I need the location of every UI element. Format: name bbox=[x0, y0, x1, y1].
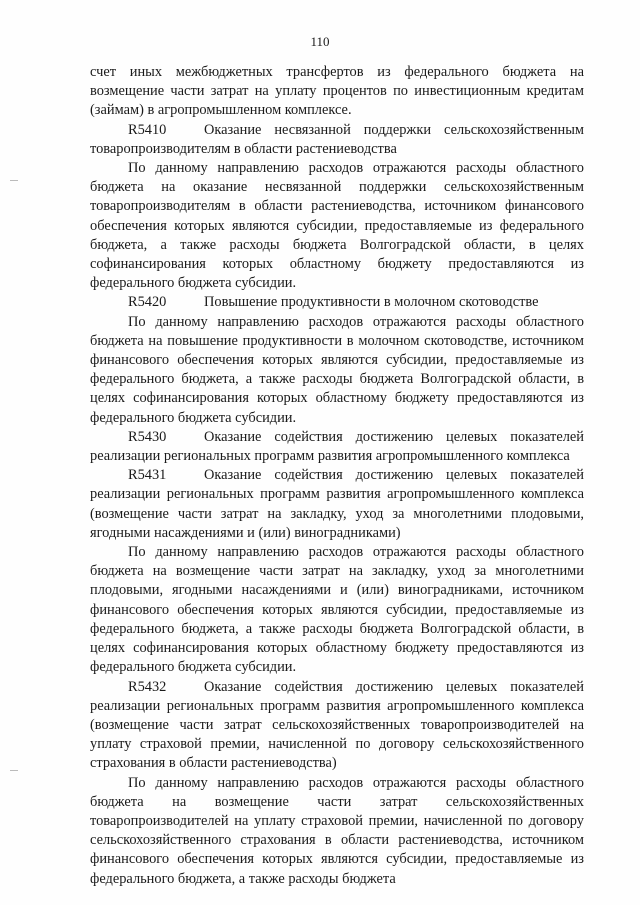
body-paragraph: счет иных межбюджетных трансфертов из федерального бюджета на возмещение части затрат на уплату процентов по инвестиционным кредитам (займам) в агропромышленном комплексе. bbox=[90, 64, 584, 119]
body-paragraph: По данному направлению расходов отражаются расходы областного бюджета на возмещение части затрат сельскохозяйственных товаропроизводителей на уплату страховой премии, начисленной по договору сельскохозяйственного страхования в области растениеводства, источником финансового обеспечения которых являются субсидии, предоставляемые из федерального бюджета, а также расходы бюджета bbox=[90, 774, 584, 887]
section-code: R5430 bbox=[128, 428, 167, 445]
section-title: Оказание содействия достижению целевых показателей реализации региональных программ развития агропромышленного комплекса (возмещение части затрат на закладку, уход за многолетними плодовыми, ягодными насаждениями и (или) виноградниками) bbox=[90, 467, 584, 541]
section-code: R5431 bbox=[128, 467, 167, 484]
body-paragraph: По данному направлению расходов отражаются расходы областного бюджета на повышение продуктивности в молочном скотоводстве, источником финансового обеспечения которых являются субсидии, предоставляемые из федерального бюджета, а также расходы бюджета Волгоградской области, в целях софинансирования которых областному бюджету предоставляются из федерального бюджета субсидии. bbox=[90, 313, 584, 426]
section-heading bbox=[90, 428, 584, 466]
body-paragraph: По данному направлению расходов отражаются расходы областного бюджета на возмещение части затрат на закладку, уход за многолетними плодовыми, ягодными насаждениями и (или) виноградниками, источником финансового обеспечения которых являются субсидии, предоставляемые из федерального бюджета, а также расходы бюджета Волгоградской области, в целях софинансирования которых областному бюджету предоставляются из федерального бюджета субсидии. bbox=[90, 544, 584, 676]
section-heading bbox=[90, 121, 584, 159]
page-number: 110 bbox=[310, 34, 330, 49]
body-paragraph: По данному направлению расходов отражаются расходы областного бюджета на оказание несвязанной поддержки сельскохозяйственным товаропроизводителям в области растениеводства, источником финансового обеспечения которых являются субсидии, предоставляемые из федерального бюджета, а также расходы бюджета Волгоградской области, в целях софинансирования которых областному бюджету предоставляются из федерального бюджета субсидии. bbox=[90, 160, 584, 292]
section-heading bbox=[90, 466, 584, 543]
section-title: Оказание несвязанной поддержки сельскохозяйственным товаропроизводителям в области растениеводства bbox=[90, 121, 584, 157]
margin-mark bbox=[10, 180, 18, 181]
section-title: Повышение продуктивности в молочном скотоводстве bbox=[204, 294, 539, 311]
section-code: R5420 bbox=[128, 294, 167, 311]
margin-mark bbox=[10, 770, 18, 771]
section-heading bbox=[90, 293, 584, 312]
section-code: R5410 bbox=[128, 121, 167, 138]
section-title: Оказание содействия достижению целевых показателей реализации региональных программ развития агропромышленного комплекса bbox=[90, 428, 584, 465]
section-title: Оказание содействия достижению целевых показателей реализации региональных программ развития агропромышленного комплекса (возмещение части затрат сельскохозяйственных товаропроизводителей на уплату страховой премии, начисленной по договору сельскохозяйственного страхования в области растениеводства) bbox=[90, 678, 584, 772]
section-code: R5432 bbox=[128, 678, 167, 695]
section-heading bbox=[90, 678, 584, 774]
document-body bbox=[90, 63, 584, 889]
